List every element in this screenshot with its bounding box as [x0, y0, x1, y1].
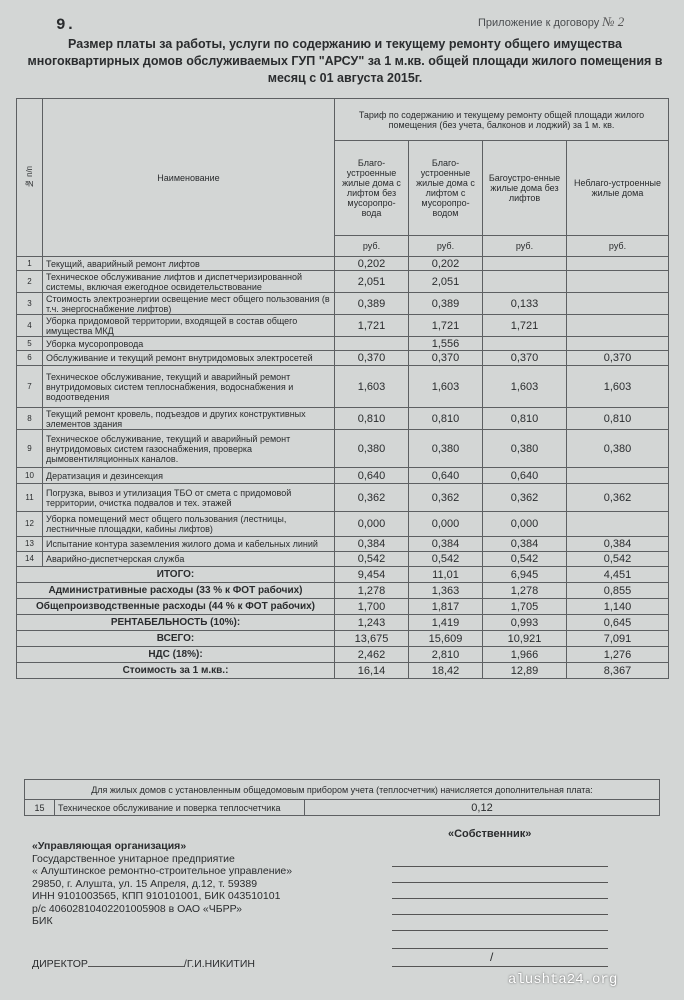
row-name: Техническое обслуживание лифтов и диспетчеризированной системы, включая ежегодное освидетельствование [43, 271, 335, 293]
summary-value: 1,243 [335, 615, 409, 631]
row-value: 0,370 [335, 351, 409, 366]
row-number: 4 [17, 315, 43, 337]
summary-row [17, 599, 669, 615]
row-value: 0,000 [409, 512, 483, 537]
row-value [567, 257, 669, 271]
row-name: Уборка помещений мест общего пользования (лестницы, лестничные площадки, кабины лифтов) [43, 512, 335, 537]
row-value: 1,721 [483, 315, 567, 337]
owner-line [392, 948, 608, 949]
watermark: alushta24.org [508, 972, 618, 988]
page-number: 9. [56, 16, 76, 34]
row-value: 0,384 [335, 537, 409, 552]
row-name: Текущий ремонт кровель, подъездов и других конструктивных элементов здания [43, 408, 335, 430]
row-value: 0,810 [409, 408, 483, 430]
row-value: 1,721 [409, 315, 483, 337]
row-name: Дератизация и дезинсекция [43, 468, 335, 484]
row-name: Испытание контура заземления жилого дома и кабельных линий [43, 537, 335, 552]
unit-3: руб. [483, 236, 567, 257]
row-value: 0,384 [483, 537, 567, 552]
summary-value: 9,454 [335, 567, 409, 583]
row-number: 10 [17, 468, 43, 484]
appendix-label [478, 14, 624, 30]
row-value: 0,133 [483, 293, 567, 315]
row-value: 0,810 [483, 408, 567, 430]
summary-value: 1,278 [335, 583, 409, 599]
row-value: 0,370 [567, 351, 669, 366]
row-name: Техническое обслуживание, текущий и аварийный ремонт внутридомовых систем газоснабжения, проверка дымовентиляционных каналов. [43, 430, 335, 468]
summary-value: 15,609 [409, 631, 483, 647]
org-line: Государственное унитарное предприятие [32, 852, 235, 865]
table-row [17, 512, 669, 537]
col-header-number: № п/п [17, 99, 43, 257]
row-value: 0,542 [409, 552, 483, 567]
row-value: 1,603 [483, 366, 567, 408]
summary-row [17, 615, 669, 631]
summary-value: 13,675 [335, 631, 409, 647]
summary-value: 0,855 [567, 583, 669, 599]
row-name: Уборка придомовой территории, входящей в состав общего имущества МКД [43, 315, 335, 337]
signature-line [88, 966, 184, 967]
row-value: 0,000 [335, 512, 409, 537]
row-value: 0,202 [335, 257, 409, 271]
org-line: БИК [32, 915, 53, 927]
owner-heading: «Собственник» [448, 828, 532, 840]
row-number: 3 [17, 293, 43, 315]
unit-1: руб. [335, 236, 409, 257]
summary-value: 10,921 [483, 631, 567, 647]
subheader-2: Благо-устроенные жилые дома с лифтом с мусоропро-водом [409, 141, 483, 236]
extra-header: Для жилых домов с установленным общедомовым прибором учета (теплосчетчик) начисляется дополнительная плата: [25, 780, 660, 800]
summary-value: 1,140 [567, 599, 669, 615]
col-header-name: Наименование [43, 99, 335, 257]
table-row [17, 430, 669, 468]
row-value: 0,384 [409, 537, 483, 552]
row-name: Обслуживание и текущий ремонт внутридомовых электросетей [43, 351, 335, 366]
row-value: 0,810 [335, 408, 409, 430]
row-number: 13 [17, 537, 43, 552]
unit-2: руб. [409, 236, 483, 257]
summary-value: 1,705 [483, 599, 567, 615]
org-line: ИНН 9101003565, КПП 910101001, БИК 043510101 [32, 890, 281, 902]
row-value: 0,640 [335, 468, 409, 484]
summary-row [17, 583, 669, 599]
summary-row [17, 647, 669, 663]
row-value [567, 293, 669, 315]
summary-value: 1,700 [335, 599, 409, 615]
row-name: Текущий, аварийный ремонт лифтов [43, 257, 335, 271]
summary-name: РЕНТАБЕЛЬНОСТЬ (10%): [17, 615, 335, 631]
appendix-text: Приложение к договору [478, 17, 600, 29]
org-line: 29850, г. Алушта, ул. 15 Апреля, д.12, т. 59389 [32, 877, 258, 890]
row-value [483, 257, 567, 271]
summary-value: 8,367 [567, 663, 669, 679]
row-value [483, 271, 567, 293]
row-value [567, 315, 669, 337]
row-value: 0,389 [335, 293, 409, 315]
row-value: 0,362 [335, 484, 409, 512]
table-row [17, 337, 669, 351]
owner-line [392, 930, 608, 931]
extra-row-name: Техническое обслуживание и поверка теплосчетчика [55, 800, 305, 816]
row-value: 0,380 [409, 430, 483, 468]
owner-line [392, 882, 608, 883]
table-row [17, 257, 669, 271]
summary-value: 0,993 [483, 615, 567, 631]
owner-line [392, 898, 608, 899]
table-row [17, 468, 669, 484]
row-value: 2,051 [335, 271, 409, 293]
owner-line [392, 914, 608, 915]
table-row [17, 315, 669, 337]
summary-name: Стоимость за 1 м.кв.: [17, 663, 335, 679]
summary-value: 2,810 [409, 647, 483, 663]
owner-line [392, 866, 608, 867]
row-value [567, 512, 669, 537]
row-value [567, 337, 669, 351]
row-number: 8 [17, 408, 43, 430]
row-number: 14 [17, 552, 43, 567]
row-value: 2,051 [409, 271, 483, 293]
director-label: ДИРЕКТОР [32, 958, 88, 970]
unit-4: руб. [567, 236, 669, 257]
row-name: Техническое обслуживание, текущий и аварийный ремонт внутридомовых систем теплоснабжения, водоснабжения и водоотведения [43, 366, 335, 408]
table-row [17, 484, 669, 512]
appendix-number: № 2 [602, 14, 625, 29]
row-value: 1,603 [409, 366, 483, 408]
row-value: 0,384 [567, 537, 669, 552]
row-value: 0,000 [483, 512, 567, 537]
row-number: 6 [17, 351, 43, 366]
summary-value: 2,462 [335, 647, 409, 663]
summary-value: 12,89 [483, 663, 567, 679]
summary-name: ИТОГО: [17, 567, 335, 583]
row-value: 1,721 [335, 315, 409, 337]
row-value: 1,556 [409, 337, 483, 351]
summary-value: 1,363 [409, 583, 483, 599]
table-row [17, 271, 669, 293]
summary-row [17, 663, 669, 679]
row-value: 0,810 [567, 408, 669, 430]
row-value [567, 271, 669, 293]
summary-name: НДС (18%): [17, 647, 335, 663]
row-value [335, 337, 409, 351]
row-number: 5 [17, 337, 43, 351]
row-name: Аварийно-диспетчерская служба [43, 552, 335, 567]
owner-line [392, 966, 608, 967]
owner-signature-slash: / [490, 950, 494, 964]
summary-value: 1,817 [409, 599, 483, 615]
row-number: 2 [17, 271, 43, 293]
row-number: 7 [17, 366, 43, 408]
summary-value: 1,966 [483, 647, 567, 663]
summary-value: 18,42 [409, 663, 483, 679]
summary-row [17, 567, 669, 583]
row-value: 0,362 [409, 484, 483, 512]
row-value: 0,542 [335, 552, 409, 567]
row-name: Стоимость электроэнергии освещение мест общего пользования (в т.ч. энергоснабжение лифтов) [43, 293, 335, 315]
summary-value: 16,14 [335, 663, 409, 679]
summary-value: 11,01 [409, 567, 483, 583]
row-value: 0,362 [483, 484, 567, 512]
row-value: 0,370 [483, 351, 567, 366]
row-value: 0,380 [483, 430, 567, 468]
extra-row-value: 0,12 [305, 800, 660, 816]
subheader-4: Неблаго-устроенные жилые дома [567, 141, 669, 236]
extra-row-number: 15 [25, 800, 55, 816]
summary-name: ВСЕГО: [17, 631, 335, 647]
extra-table [24, 779, 660, 816]
director-name: /Г.И.НИКИТИН [183, 958, 255, 970]
subheader-1: Благо-устроенные жилые дома с лифтом без мусоропро-вода [335, 141, 409, 236]
org-line: р/с 40602810402201005908 в ОАО «ЧБРР» [32, 902, 242, 915]
summary-value: 0,645 [567, 615, 669, 631]
row-value: 0,542 [567, 552, 669, 567]
org-heading: «Управляющая организация» [32, 840, 187, 852]
table-row [17, 537, 669, 552]
summary-name: Общепроизводственные расходы (44 % к ФОТ рабочих) [17, 599, 335, 615]
row-value: 0,380 [567, 430, 669, 468]
row-number: 9 [17, 430, 43, 468]
document-title: Размер платы за работы, услуги по содержанию и текущему ремонту общего имущества многоквартирных домов обслуживаемых ГУП "АРСУ" за 1 м.кв. общей площади жилого помещения в месяц с 01 августа 2015г. [27, 37, 663, 85]
row-value [567, 468, 669, 484]
row-value: 0,202 [409, 257, 483, 271]
row-value: 0,370 [409, 351, 483, 366]
summary-value: 4,451 [567, 567, 669, 583]
tariff-table [16, 98, 669, 679]
row-value: 0,380 [335, 430, 409, 468]
row-value: 0,362 [567, 484, 669, 512]
org-line: « Алуштинское ремонтно-строительное управление» [32, 865, 293, 877]
summary-row [17, 631, 669, 647]
row-value: 1,603 [567, 366, 669, 408]
row-number: 11 [17, 484, 43, 512]
summary-value: 1,276 [567, 647, 669, 663]
row-value: 1,603 [335, 366, 409, 408]
director-signature [32, 958, 255, 970]
row-value: 0,389 [409, 293, 483, 315]
row-number: 12 [17, 512, 43, 537]
row-value [483, 337, 567, 351]
table-row [17, 552, 669, 567]
subheader-3: Багоустро-енные жилые дома без лифтов [483, 141, 567, 236]
summary-value: 1,419 [409, 615, 483, 631]
row-name: Погрузка, вывоз и утилизация ТБО от смета с придомовой территории, очистка подвалов и тех. этажей [43, 484, 335, 512]
table-row [17, 408, 669, 430]
summary-value: 6,945 [483, 567, 567, 583]
table-row [17, 293, 669, 315]
row-name: Уборка мусоропровода [43, 337, 335, 351]
org-block [32, 840, 292, 928]
row-value: 0,640 [483, 468, 567, 484]
summary-value: 7,091 [567, 631, 669, 647]
summary-value: 1,278 [483, 583, 567, 599]
row-number: 1 [17, 257, 43, 271]
summary-name: Административные расходы (33 % к ФОТ рабочих) [17, 583, 335, 599]
row-value: 0,542 [483, 552, 567, 567]
table-row [17, 366, 669, 408]
tariff-header: Тариф по содержанию и текущему ремонту общей площади жилого помещения (без учета, балконов и лоджий) за 1 м. кв. [335, 99, 669, 141]
row-value: 0,640 [409, 468, 483, 484]
table-row [17, 351, 669, 366]
